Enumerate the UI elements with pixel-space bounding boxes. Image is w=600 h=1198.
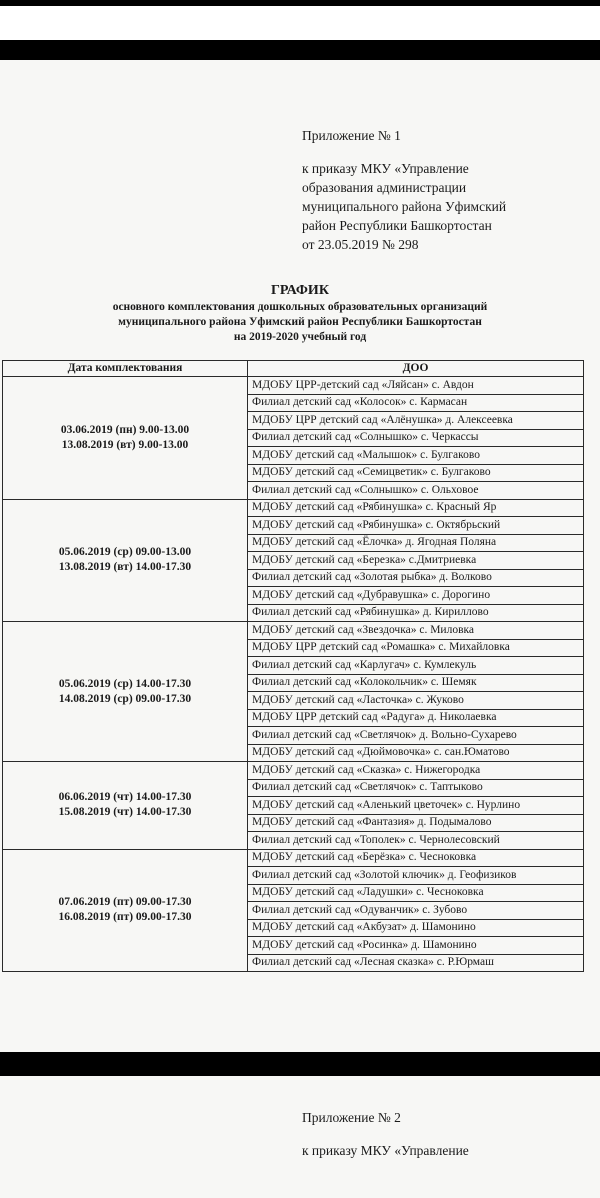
date-cell [3, 849, 248, 972]
org-cell: МДОБУ детский сад «Росинка» д. Шамонино [248, 937, 584, 955]
document-page-2[interactable] [0, 1076, 600, 1198]
org-cell: Филиал детский сад «Рябинушка» д. Кириллово [248, 604, 584, 622]
appendix-block [302, 126, 506, 254]
appendix-title: Приложение № 1 [302, 128, 401, 143]
org-cell: МДОБУ детский сад «Дюймовочка» с. сан.Юматово [248, 744, 584, 762]
org-cell: МДОБУ детский сад «Звездочка» с. Миловка [248, 622, 584, 640]
date-cell [3, 762, 248, 850]
appendix-block [302, 1108, 469, 1160]
date-line: 03.06.2019 (пн) 9.00-13.00 [60, 423, 190, 436]
table-header-row [3, 361, 584, 377]
date-cell [3, 377, 248, 500]
org-cell: Филиал детский сад «Золотой ключик» д. Геофизиков [248, 867, 584, 885]
org-cell: МДОБУ ЦРР детский сад «Алёнушка» д. Алексеевка [248, 412, 584, 430]
org-cell: Филиал детский сад «Солнышко» с. Черкассы [248, 429, 584, 447]
document-page-1[interactable] [0, 60, 600, 1052]
date-line: 05.06.2019 (ср) 14.00-17.30 [58, 677, 192, 690]
org-cell: МДОБУ детский сад «Аленький цветочек» с. Нурлино [248, 797, 584, 815]
org-cell: Филиал детский сад «Солнышко» с. Ольховое [248, 482, 584, 500]
page-separator [0, 1052, 600, 1076]
org-cell: МДОБУ детский сад «Рябинушка» с. Красный Яр [248, 499, 584, 517]
date-line: 05.06.2019 (ср) 09.00-13.00 [58, 546, 192, 559]
org-cell: МДОБУ детский сад «Ёлочка» д. Ягодная Поляна [248, 534, 584, 552]
table-row [3, 499, 584, 517]
date-line: 13.08.2019 (вт) 9.00-13.00 [61, 438, 189, 451]
org-cell: Филиал детский сад «Карлугач» с. Кумлекуль [248, 657, 584, 675]
table-row [3, 849, 584, 867]
org-cell: МДОБУ детский сад «Березка» с.Дмитриевка [248, 552, 584, 570]
page-separator [0, 40, 600, 60]
org-cell: МДОБУ детский сад «Дубравушка» с. Дорогино [248, 587, 584, 605]
appendix-line: к приказу МКУ «Управление [302, 1143, 469, 1158]
appendix-line: муниципального района Уфимский [302, 199, 507, 214]
appendix-title: Приложение № 2 [302, 1110, 401, 1125]
appendix-line: район Республики Башкортостан [302, 218, 492, 233]
org-cell: Филиал детский сад «Тополек» с. Чернолесовский [248, 832, 584, 850]
org-cell: МДОБУ ЦРР-детский сад «Ляйсан» с. Авдон [248, 377, 584, 395]
date-cell [3, 622, 248, 762]
org-cell: МДОБУ детский сад «Акбузат» д. Шамонино [248, 919, 584, 937]
table-row [3, 622, 584, 640]
org-cell: Филиал детский сад «Колокольчик» с. Шемяк [248, 674, 584, 692]
org-cell: Филиал детский сад «Колосок» с. Кармасан [248, 394, 584, 412]
org-cell: Филиал детский сад «Золотая рыбка» д. Волково [248, 569, 584, 587]
appendix-line: от 23.05.2019 № 298 [302, 237, 419, 252]
schedule-body [3, 377, 584, 972]
top-black-band [0, 0, 600, 6]
schedule-subtitle-line: основного комплектования дошкольных образовательных организаций [112, 301, 488, 313]
date-line: 14.08.2019 (ср) 09.00-17.30 [58, 692, 192, 705]
org-cell: МДОБУ детский сад «Семицветик» с. Булгаково [248, 464, 584, 482]
org-cell: Филиал детский сад «Лесная сказка» с. Р.Юрмаш [248, 954, 584, 972]
org-cell: МДОБУ ЦРР детский сад «Ромашка» с. Михайловка [248, 639, 584, 657]
schedule-title: ГРАФИК [271, 283, 329, 298]
date-line: 07.06.2019 (пт) 09.00-17.30 [58, 896, 192, 909]
org-cell: МДОБУ детский сад «Ладушки» с. Чесноковка [248, 884, 584, 902]
org-cell: МДОБУ ЦРР детский сад «Радуга» д. Николаевка [248, 709, 584, 727]
org-cell: МДОБУ детский сад «Малышок» с. Булгаково [248, 447, 584, 465]
org-cell: Филиал детский сад «Светлячок» д. Вольно-Сухарево [248, 727, 584, 745]
date-cell [3, 499, 248, 622]
org-cell: МДОБУ детский сад «Ласточка» с. Жуково [248, 692, 584, 710]
schedule-heading [0, 282, 600, 345]
date-line: 16.08.2019 (пт) 09.00-17.30 [58, 911, 192, 924]
header-org: ДОО [248, 361, 584, 377]
org-cell: МДОБУ детский сад «Берёзка» с. Чесноковка [248, 849, 584, 867]
schedule-subtitle-line: муниципального района Уфимский район Республики Башкортостан [118, 316, 482, 328]
date-line: 13.08.2019 (вт) 14.00-17.30 [58, 561, 192, 574]
header-date: Дата комплектования [3, 361, 248, 377]
org-cell: Филиал детский сад «Одуванчик» с. Зубово [248, 902, 584, 920]
table-row [3, 377, 584, 395]
appendix-line: образования администрации [302, 180, 467, 195]
table-row [3, 762, 584, 780]
date-line: 15.08.2019 (чт) 14.00-17.30 [58, 806, 192, 819]
org-cell: МДОБУ детский сад «Сказка» с. Нижегородка [248, 762, 584, 780]
org-cell: Филиал детский сад «Светлячок» с. Таптыково [248, 779, 584, 797]
date-line: 06.06.2019 (чт) 14.00-17.30 [58, 791, 192, 804]
schedule-table [2, 360, 584, 972]
appendix-line: к приказу МКУ «Управление [302, 161, 469, 176]
org-cell: МДОБУ детский сад «Рябинушка» с. Октябрьский [248, 517, 584, 535]
schedule-subtitle-line: на 2019-2020 учебный год [233, 331, 367, 343]
org-cell: МДОБУ детский сад «Фантазия» д. Подымалово [248, 814, 584, 832]
